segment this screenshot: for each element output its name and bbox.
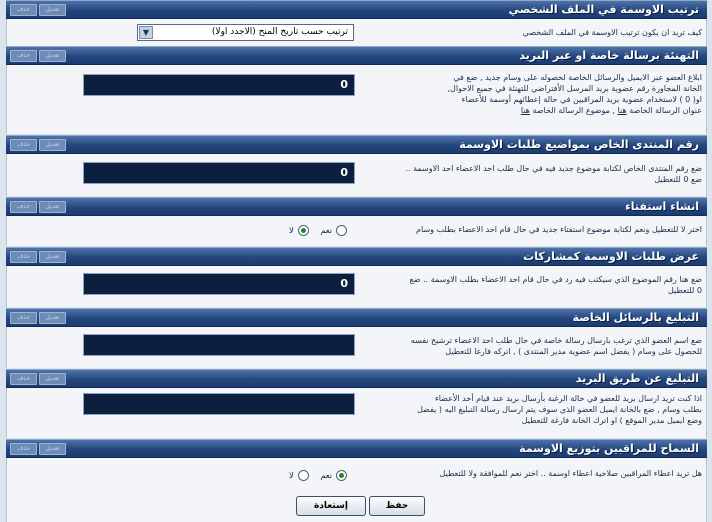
link-here-subject[interactable]: هنا — [617, 106, 627, 115]
section-body-congrats — [6, 65, 707, 134]
description-text: عنوان الرسالة الخاصة — [629, 106, 702, 115]
poll-radio-group — [289, 225, 347, 236]
edit-control[interactable]: تعديل — [39, 443, 66, 455]
delete-control[interactable]: حذف — [10, 312, 37, 324]
section-description — [362, 163, 702, 185]
edit-control[interactable]: تعديل — [39, 139, 66, 151]
delete-control[interactable]: حذف — [10, 373, 37, 385]
section-title: التبليغ بالرسائل الخاصة — [572, 311, 699, 324]
notify-email-input[interactable] — [83, 393, 355, 415]
edit-control[interactable]: تعديل — [39, 312, 66, 324]
delete-control[interactable]: حذف — [10, 139, 37, 151]
section-header-poll — [6, 197, 707, 216]
forum-number-input[interactable]: 0 — [83, 162, 355, 184]
delete-control[interactable]: حذف — [10, 251, 37, 263]
form-footer — [6, 491, 707, 522]
section-body-show-requests — [6, 266, 707, 307]
section-title: عرض طلبات الاوسمة كمشاركات — [523, 250, 699, 263]
section-description — [362, 335, 702, 357]
description-line: اذا كنت تريد ارسال بريد للعضو في حالة الرغبة بأرسال بريد عند قيام أحد الأعضاء — [434, 394, 702, 403]
save-button[interactable]: حفظ — [369, 496, 425, 516]
description-line: ضع اسم العضو الذي ترغب بارسال رسالة خاصة في حال طلب احد الاعضاء ترشيح نفسه — [410, 336, 702, 345]
header-controls — [10, 312, 66, 324]
description-line: ضع رقم المنتدى الخاص لكتابة موضوع جديد فيه في حال طلب احد الاعضاء احد الاوسمة .. — [405, 164, 702, 173]
section-description: اختر لا للتعطيل ونعم لكتابة موضوع استفتاء جديد في حال قام احد الاعضاء بطلب وسام — [416, 225, 702, 234]
moderators-no-label: لا — [289, 471, 294, 480]
requests-topic-input[interactable]: 0 — [83, 273, 355, 295]
edit-control[interactable]: تعديل — [39, 251, 66, 263]
header-controls — [10, 50, 66, 62]
section-body-moderators — [6, 458, 707, 491]
delete-control[interactable]: حذف — [10, 50, 37, 62]
description-line — [362, 105, 702, 116]
section-title: التهنئة برسالة خاصة او عبر البريد — [519, 49, 699, 62]
poll-yes-label: نعم — [320, 226, 332, 235]
header-controls — [10, 139, 66, 151]
chevron-down-icon[interactable]: ▼ — [139, 26, 153, 39]
settings-form — [6, 0, 707, 522]
description-line: ضع هنا رقم الموضوع الذي سيكتب فيه رد في حال قام احد الاعضاء بطلب الاوسمة .. ضع — [409, 275, 702, 284]
poll-no-radio[interactable] — [298, 225, 309, 236]
edit-control[interactable]: تعديل — [39, 50, 66, 62]
section-body-notify-pm — [6, 327, 707, 368]
description-line: بطلب وسام , ضع بالخانة ايميل العضو الذي سوف يتم ارسال رسالة التبليغ اليه ( يفضل — [417, 405, 702, 414]
section-description: هل تريد اعطاء المراقبين صلاحية اعطاء اوسمة .. اختر نعم للموافقة ولا للتعطيل — [439, 469, 702, 478]
section-header-congrats — [6, 46, 707, 65]
section-description: كيف تريد ان يكون ترتيب الاوسمة في الملف الشخصي — [522, 28, 702, 37]
header-controls — [10, 373, 66, 385]
section-header-profile-order — [6, 0, 707, 19]
notify-pm-username-input[interactable] — [83, 334, 355, 356]
description-line: الخانة المجاورة رقم عضوية بريد المرسل الأفتراضي للتهنئة في جميع الاحوال, — [447, 84, 702, 93]
section-title: ترتيب الاوسمة في الملف الشخصي — [508, 3, 699, 16]
section-body-notify-mail — [6, 388, 707, 438]
section-header-notify-pm — [6, 308, 707, 327]
moderators-yes-radio[interactable] — [336, 470, 347, 481]
section-description — [362, 274, 702, 296]
edit-control[interactable]: تعديل — [39, 373, 66, 385]
description-line: ابلاغ العضو عبر الايميل والرسائل الخاصة لحصوله على وسام جديد , ضع في — [453, 73, 702, 82]
order-select[interactable] — [137, 24, 354, 41]
header-controls — [10, 4, 66, 16]
section-header-moderators — [6, 439, 707, 458]
section-header-show-requests — [6, 247, 707, 266]
description-line: وضع ايميل مدير الموقع ) او اترك الخانة فارغة للتعطيل — [521, 416, 702, 425]
header-controls — [10, 443, 66, 455]
description-line: ضع 0 للتعطيل — [654, 175, 702, 184]
section-title: رقم المنتدى الخاص بمواضيع طلبات الاوسمة — [459, 138, 699, 151]
description-text: , موضوع الرسالة الخاصة — [532, 106, 616, 115]
description-line: 0 للتعطيل — [667, 286, 702, 295]
edit-control[interactable]: تعديل — [39, 4, 66, 16]
section-description — [362, 393, 702, 426]
congrats-sender-input[interactable]: 0 — [83, 74, 355, 96]
edit-control[interactable]: تعديل — [39, 201, 66, 213]
section-header-forum-number — [6, 135, 707, 154]
description-line: للحصول على وسام ( يفضل اسم عضوية مدير المنتدى ) , اتركه فارغا للتعطيل — [445, 347, 702, 356]
header-controls — [10, 251, 66, 263]
delete-control[interactable]: حذف — [10, 201, 37, 213]
description-line: او( 0 ) لاستخدام عضوية بريد المراقبين في حالة إعطائهم أوسمة للأعضاء — [461, 95, 702, 104]
moderators-yes-label: نعم — [320, 471, 332, 480]
section-body-profile-order — [6, 19, 707, 46]
delete-control[interactable]: حذف — [10, 4, 37, 16]
link-here-message[interactable]: هنا — [520, 106, 530, 115]
order-select-value: ترتيب حسب تاريخ المنح (الاجدد اولا) — [211, 27, 348, 37]
moderators-radio-group — [289, 470, 347, 481]
section-body-forum-number — [6, 154, 707, 196]
poll-yes-radio[interactable] — [336, 225, 347, 236]
header-controls — [10, 201, 66, 213]
restore-button[interactable]: إستعادة — [296, 496, 366, 516]
moderators-no-radio[interactable] — [298, 470, 309, 481]
poll-no-label: لا — [289, 226, 294, 235]
section-header-notify-mail — [6, 369, 707, 388]
section-body-poll — [6, 216, 707, 246]
section-title: التبليغ عن طريق البريد — [575, 372, 699, 385]
section-title: السماح للمراقبين بتوزيع الاوسمة — [519, 442, 699, 455]
delete-control[interactable]: حذف — [10, 443, 37, 455]
section-title: انشاء استفتاء — [625, 200, 699, 213]
section-description — [362, 72, 702, 116]
